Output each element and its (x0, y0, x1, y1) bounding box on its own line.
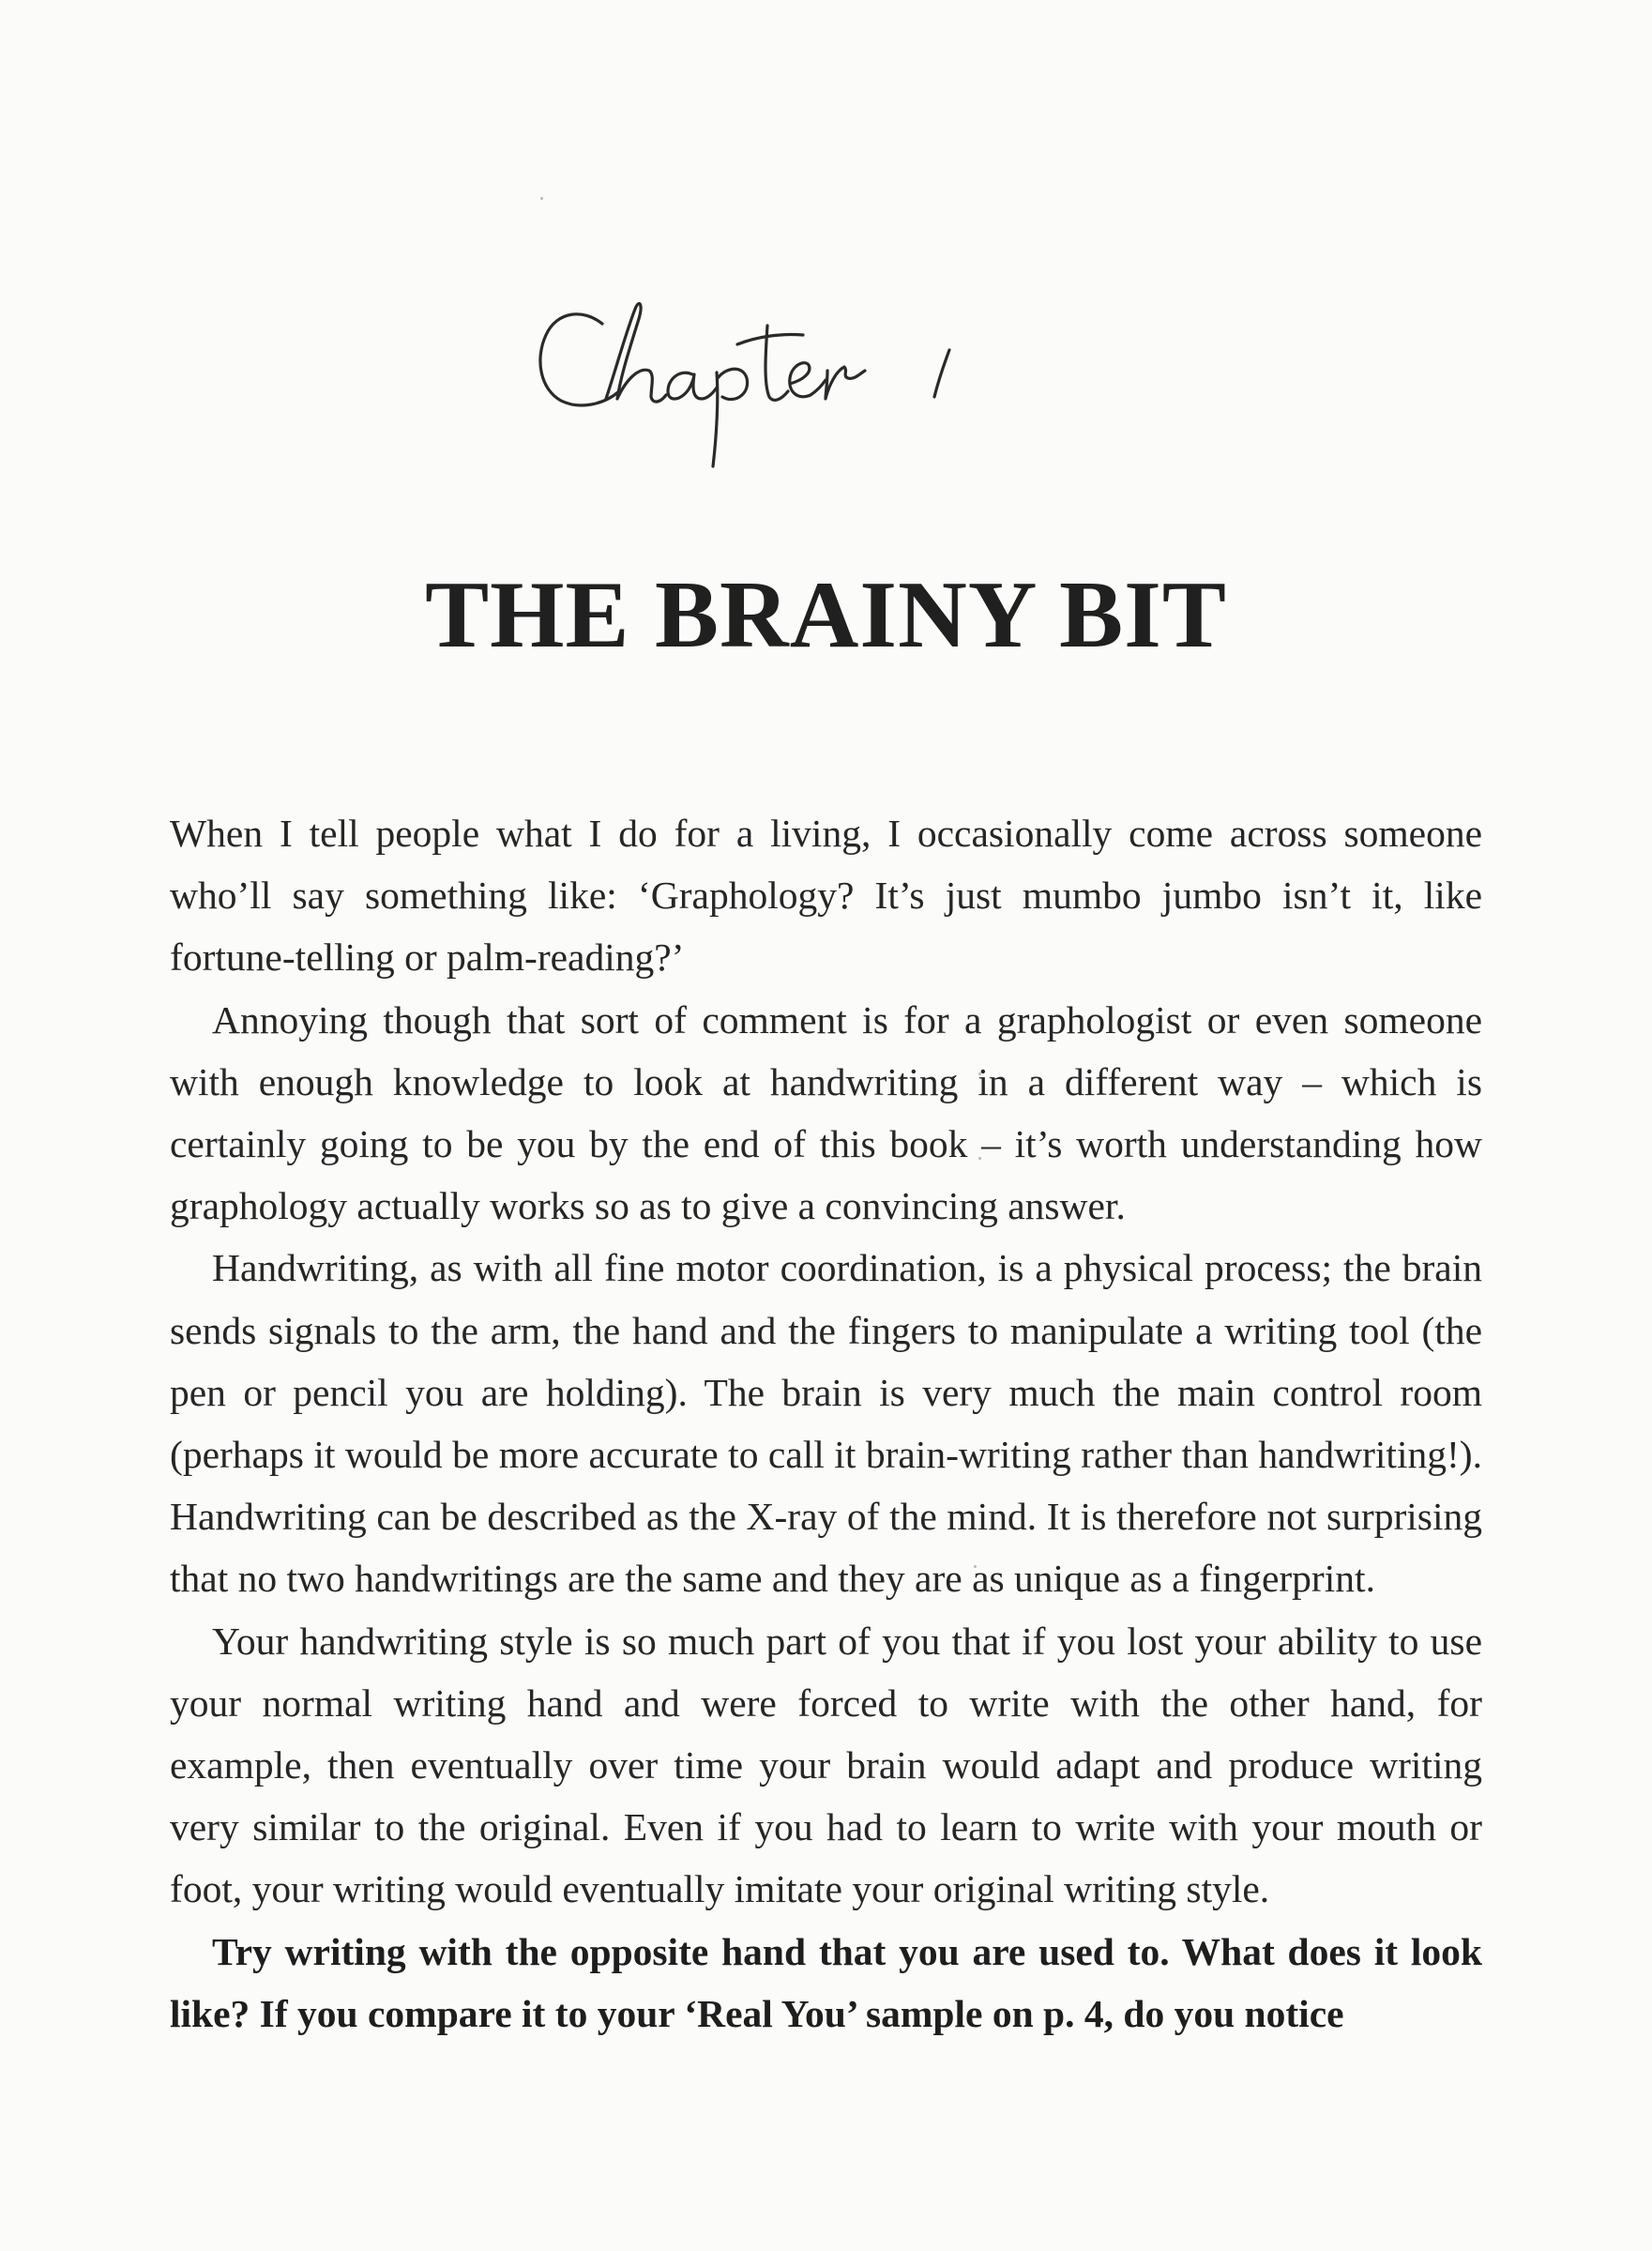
paper-speck (540, 197, 543, 200)
paragraph-3: Handwriting, as with all fine motor coordination, is a physical process; the brain sends signals to the arm, the hand and the fingers to manipulate a writing tool (the pen or pencil you are holding). The brain is very much the main control room (perhaps it would be more accurate to call it brain-writing rather than handwriting!). Handwriting can be described as the X-ray of the mind. It is therefore not surprising that no two handwritings are the same and they are as unique as a fingerprint. (170, 1246, 1482, 1601)
chapter-title: THE BRAINY BIT (425, 562, 1227, 668)
paragraph-1: When I tell people what I do for a living, I occasionally come across someone who’ll say something like: ‘Graphology? It’s just mumbo jumbo isn’t it, like fortune-telling or palm-reading?’ (170, 812, 1482, 980)
exercise-prompt: Try writing with the opposite hand that you are used to. What does it look like? If you compare it to your ‘Real You’ sample on p. 4, do you notice (170, 1929, 1482, 2035)
paragraph-2: Annoying though that sort of comment is for a graphologist or even someone with enough knowledge to look at handwriting in a different way – which is certainly going to be you by the end of this book – it’s worth understanding how graphology actually works so as to give a convincing answer. (170, 997, 1482, 1228)
chapter-script-lettering (525, 267, 1126, 493)
chapter-script-heading (525, 267, 1126, 493)
paragraph-4: Your handwriting style is so much part of you that if you lost your ability to use your normal writing hand and were forced to write with the other hand, for example, then eventually over time your brain would adapt and produce writing very similar to the original. Even if you had to learn to write with your mouth or foot, your writing would eventually imitate your original writing style. (170, 1619, 1482, 1911)
chapter-body (170, 802, 1482, 2045)
